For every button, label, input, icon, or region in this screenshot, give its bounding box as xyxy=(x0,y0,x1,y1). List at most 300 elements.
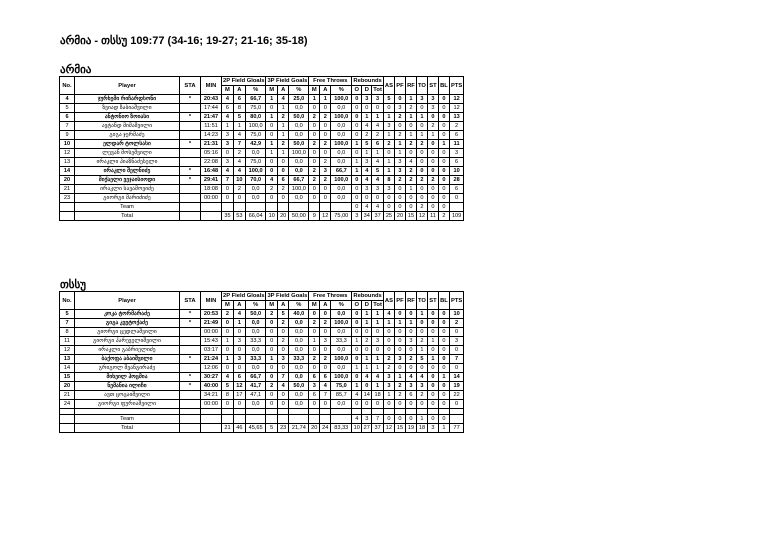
cell-m3 xyxy=(266,203,277,212)
cell-player: გიგა ჯერმაძე xyxy=(75,131,180,140)
header-min: MIN xyxy=(201,77,222,95)
cell-mf: 1 xyxy=(309,95,320,104)
header-no: No. xyxy=(60,77,75,95)
cell-tot: 6 xyxy=(372,140,384,149)
cell-p3: 0,0 xyxy=(289,319,309,328)
cell-as: 25 xyxy=(383,212,394,221)
cell-pf: 3 xyxy=(394,167,405,176)
header-sta: STA xyxy=(180,292,201,310)
subheader-m: M xyxy=(266,86,277,95)
cell-m3: 10 xyxy=(266,212,277,221)
cell-pf: 15 xyxy=(394,424,405,433)
cell-no: 6 xyxy=(60,113,75,122)
cell-m3: 0 xyxy=(266,337,277,346)
cell-d: 3 xyxy=(362,415,372,424)
cell-m2: 2 xyxy=(222,310,234,319)
cell-to: 0 xyxy=(416,122,427,131)
cell-min: 14:23 xyxy=(201,131,222,140)
cell-d: 4 xyxy=(362,122,372,131)
cell-as: 1 xyxy=(383,113,394,122)
cell-o: 0 xyxy=(352,131,362,140)
cell-p3: 0,0 xyxy=(289,131,309,140)
cell-sta: * xyxy=(180,319,201,328)
cell-to: 5 xyxy=(416,355,427,364)
cell-a3: 0 xyxy=(277,167,288,176)
cell-rf: 19 xyxy=(405,424,416,433)
subheader-pct: % xyxy=(331,301,352,310)
cell-pts: 7 xyxy=(449,355,463,364)
cell-pts: 0 xyxy=(449,364,463,373)
cell-a2: 12 xyxy=(233,382,245,391)
cell-as: 1 xyxy=(383,167,394,176)
cell-sta xyxy=(180,415,201,424)
cell-mf: 0 xyxy=(309,185,320,194)
subheader-m: M xyxy=(266,301,277,310)
cell-af: 3 xyxy=(320,167,331,176)
cell-as: 0 xyxy=(383,415,394,424)
cell-p3: 0,0 xyxy=(289,400,309,409)
cell-as: 0 xyxy=(383,149,394,158)
cell-pf_pct: 66,7 xyxy=(331,167,352,176)
player-row xyxy=(60,104,464,113)
header-as: AS xyxy=(383,77,394,95)
cell-a3: 4 xyxy=(277,95,288,104)
cell-no: 5 xyxy=(60,104,75,113)
cell-st: 0 xyxy=(427,185,438,194)
cell-bl: 0 xyxy=(438,319,449,328)
cell-o: 3 xyxy=(352,212,362,221)
subheader-a: A xyxy=(277,86,288,95)
cell-sta xyxy=(180,337,201,346)
cell-af xyxy=(320,415,331,424)
header-as: AS xyxy=(383,292,394,310)
cell-p2: 100,0 xyxy=(245,167,266,176)
cell-a2: 4 xyxy=(233,131,245,140)
cell-st: 0 xyxy=(427,310,438,319)
cell-as: 1 xyxy=(383,158,394,167)
cell-no: 11 xyxy=(60,337,75,346)
cell-no: 24 xyxy=(60,400,75,409)
cell-bl: 0 xyxy=(438,113,449,122)
header-row-1 xyxy=(60,77,464,86)
cell-st: 0 xyxy=(427,140,438,149)
cell-tot: 3 xyxy=(372,185,384,194)
cell-min: 16:48 xyxy=(201,167,222,176)
cell-tot: 0 xyxy=(372,104,384,113)
cell-to: 2 xyxy=(416,337,427,346)
cell-as: 1 xyxy=(383,131,394,140)
cell-o: 0 xyxy=(352,194,362,203)
cell-pf: 1 xyxy=(394,319,405,328)
team-row xyxy=(60,415,464,424)
cell-m2: 3 xyxy=(222,131,234,140)
cell-af: 0 xyxy=(320,194,331,203)
cell-rf: 1 xyxy=(405,113,416,122)
cell-pf: 2 xyxy=(394,382,405,391)
cell-a3 xyxy=(277,415,288,424)
cell-pf: 3 xyxy=(394,158,405,167)
header-to: TO xyxy=(416,292,427,310)
cell-pf: 20 xyxy=(394,212,405,221)
cell-pf_pct: 100,0 xyxy=(331,176,352,185)
cell-m3: 0 xyxy=(266,319,277,328)
cell-d: 3 xyxy=(362,95,372,104)
cell-af: 0 xyxy=(320,149,331,158)
cell-p3 xyxy=(289,203,309,212)
cell-o: 0 xyxy=(352,176,362,185)
header-fg2: 2P Field Gloals xyxy=(223,78,265,84)
cell-mf: 2 xyxy=(309,113,320,122)
cell-to: 0 xyxy=(416,149,427,158)
cell-rf: 1 xyxy=(405,95,416,104)
cell-min xyxy=(201,212,222,221)
cell-o: 0 xyxy=(352,346,362,355)
cell-af: 0 xyxy=(320,185,331,194)
cell-mf: 2 xyxy=(309,319,320,328)
cell-a2: 5 xyxy=(233,113,245,122)
cell-sta xyxy=(180,346,201,355)
cell-pf_pct: 0,0 xyxy=(331,364,352,373)
cell-to: 1 xyxy=(416,131,427,140)
cell-mf: 1 xyxy=(309,337,320,346)
cell-a3: 0 xyxy=(277,158,288,167)
cell-to: 0 xyxy=(416,104,427,113)
cell-tot: 1 xyxy=(372,382,384,391)
cell-af: 0 xyxy=(320,400,331,409)
cell-p2: 33,3 xyxy=(245,337,266,346)
cell-as: 0 xyxy=(383,337,394,346)
total-row xyxy=(60,212,464,221)
cell-a3: 0 xyxy=(277,400,288,409)
cell-mf: 2 xyxy=(309,355,320,364)
cell-as: 2 xyxy=(383,355,394,364)
cell-a2: 53 xyxy=(233,212,245,221)
cell-to: 0 xyxy=(416,185,427,194)
cell-mf: 0 xyxy=(309,346,320,355)
cell-af: 6 xyxy=(320,373,331,382)
cell-player: ავტანდ მიმაშვილი xyxy=(75,122,180,131)
cell-m3 xyxy=(266,415,277,424)
cell-pts: 6 xyxy=(449,131,463,140)
header-fg2: 2P Field Gloals xyxy=(223,293,265,299)
cell-d: 0 xyxy=(362,400,372,409)
cell-m2: 35 xyxy=(222,212,234,221)
team-row xyxy=(60,203,464,212)
cell-as: 5 xyxy=(383,95,394,104)
cell-a3: 0 xyxy=(277,346,288,355)
team-name-away: თსსუ xyxy=(60,279,87,291)
cell-a2: 7 xyxy=(233,140,245,149)
cell-rf: 0 xyxy=(405,310,416,319)
cell-a3: 0 xyxy=(277,364,288,373)
cell-pf: 0 xyxy=(394,194,405,203)
cell-tot: 4 xyxy=(372,373,384,382)
cell-p3: 66,7 xyxy=(289,176,309,185)
cell-o: 4 xyxy=(352,391,362,400)
cell-o: 1 xyxy=(352,382,362,391)
cell-o: 0 xyxy=(352,113,362,122)
cell-pf: 0 xyxy=(394,203,405,212)
cell-pts: 19 xyxy=(449,382,463,391)
cell-p2: 45,65 xyxy=(245,424,266,433)
player-row xyxy=(60,149,464,158)
cell-to: 1 xyxy=(416,415,427,424)
cell-pts: 10 xyxy=(449,167,463,176)
cell-a3: 2 xyxy=(277,337,288,346)
cell-d: 0 xyxy=(362,194,372,203)
cell-tot: 4 xyxy=(372,158,384,167)
player-row xyxy=(60,194,464,203)
cell-bl: 1 xyxy=(438,140,449,149)
cell-as: 0 xyxy=(383,346,394,355)
cell-af: 1 xyxy=(320,95,331,104)
cell-a2: 1 xyxy=(233,319,245,328)
cell-m2: 4 xyxy=(222,373,234,382)
cell-a2: 0 xyxy=(233,194,245,203)
cell-af: 2 xyxy=(320,140,331,149)
cell-af: 0 xyxy=(320,122,331,131)
cell-min: 21:24 xyxy=(201,355,222,364)
header-bl: BL xyxy=(438,77,449,95)
cell-m3: 5 xyxy=(266,424,277,433)
cell-pts: 12 xyxy=(449,95,463,104)
cell-no xyxy=(60,415,75,424)
cell-m2: 4 xyxy=(222,95,234,104)
header-reb: Rebounds xyxy=(353,78,382,84)
cell-tot: 3 xyxy=(372,95,384,104)
cell-to: 0 xyxy=(416,194,427,203)
subheader-pct: % xyxy=(245,86,266,95)
cell-pf: 1 xyxy=(394,140,405,149)
cell-mf: 2 xyxy=(309,140,320,149)
cell-o: 0 xyxy=(352,95,362,104)
cell-p2: 41,7 xyxy=(245,382,266,391)
cell-pts: 2 xyxy=(449,319,463,328)
cell-to: 1 xyxy=(416,310,427,319)
cell-min: 20:53 xyxy=(201,310,222,319)
cell-sta xyxy=(180,203,201,212)
cell-bl: 0 xyxy=(438,104,449,113)
cell-mf xyxy=(309,203,320,212)
cell-min xyxy=(201,415,222,424)
cell-pf_pct: 100,0 xyxy=(331,355,352,364)
cell-min: 20:43 xyxy=(201,95,222,104)
cell-a3 xyxy=(277,203,288,212)
cell-tot: 0 xyxy=(372,194,384,203)
header-ft: Free Throws xyxy=(309,292,352,301)
cell-d: 0 xyxy=(362,104,372,113)
cell-mf: 0 xyxy=(309,149,320,158)
cell-mf: 0 xyxy=(309,104,320,113)
cell-pf_pct: 83,33 xyxy=(331,424,352,433)
cell-af: 12 xyxy=(320,212,331,221)
cell-m2: 0 xyxy=(222,194,234,203)
cell-a2: 4 xyxy=(233,158,245,167)
cell-bl: 0 xyxy=(438,364,449,373)
cell-a2: 3 xyxy=(233,337,245,346)
cell-tot: 37 xyxy=(372,424,384,433)
player-row xyxy=(60,337,464,346)
cell-pts: 77 xyxy=(449,424,463,433)
cell-a3: 1 xyxy=(277,122,288,131)
cell-p3: 0,0 xyxy=(289,122,309,131)
cell-p3: 0,0 xyxy=(289,194,309,203)
cell-pf_pct: 75,00 xyxy=(331,212,352,221)
cell-pf_pct: 0,0 xyxy=(331,185,352,194)
cell-m2: 0 xyxy=(222,149,234,158)
cell-mf: 0 xyxy=(309,194,320,203)
cell-a2 xyxy=(233,415,245,424)
cell-pts: 2 xyxy=(449,122,463,131)
cell-pf_pct xyxy=(331,203,352,212)
cell-a3: 6 xyxy=(277,176,288,185)
cell-p2: 47,1 xyxy=(245,391,266,400)
cell-bl: 1 xyxy=(438,373,449,382)
cell-d: 4 xyxy=(362,203,372,212)
cell-pf_pct xyxy=(331,415,352,424)
cell-pts: 109 xyxy=(449,212,463,221)
header-rf: RF xyxy=(405,292,416,310)
header-sta: STA xyxy=(180,77,201,95)
cell-rf: 1 xyxy=(405,185,416,194)
cell-tot: 1 xyxy=(372,149,384,158)
cell-a3: 5 xyxy=(277,310,288,319)
cell-m2: 5 xyxy=(222,382,234,391)
cell-a2: 0 xyxy=(233,364,245,373)
cell-to: 2 xyxy=(416,391,427,400)
cell-no: 5 xyxy=(60,310,75,319)
cell-d: 4 xyxy=(362,373,372,382)
cell-min: 34:21 xyxy=(201,391,222,400)
cell-pf: 2 xyxy=(394,131,405,140)
cell-no: 21 xyxy=(60,185,75,194)
cell-pf: 1 xyxy=(394,373,405,382)
cell-o: 0 xyxy=(352,185,362,194)
cell-mf: 0 xyxy=(309,400,320,409)
cell-m2: 4 xyxy=(222,113,234,122)
cell-m2: 3 xyxy=(222,140,234,149)
cell-to: 18 xyxy=(416,424,427,433)
cell-pts: 0 xyxy=(449,194,463,203)
cell-to: 2 xyxy=(416,176,427,185)
cell-m3: 0 xyxy=(266,364,277,373)
cell-min: 00:00 xyxy=(201,400,222,409)
cell-as: 0 xyxy=(383,400,394,409)
cell-bl: 0 xyxy=(438,95,449,104)
subheader-a: A xyxy=(277,301,288,310)
cell-af: 4 xyxy=(320,382,331,391)
cell-a3: 2 xyxy=(277,113,288,122)
cell-o: 4 xyxy=(352,415,362,424)
cell-as: 2 xyxy=(383,364,394,373)
cell-pts: 22 xyxy=(449,391,463,400)
cell-m3: 0 xyxy=(266,158,277,167)
cell-sta xyxy=(180,400,201,409)
cell-mf: 3 xyxy=(309,382,320,391)
cell-o: 0 xyxy=(352,122,362,131)
subheader-o: O xyxy=(352,301,362,310)
cell-pf_pct: 0,0 xyxy=(331,310,352,319)
cell-pts: 10 xyxy=(449,310,463,319)
cell-rf: 15 xyxy=(405,212,416,221)
cell-d: 1 xyxy=(362,113,372,122)
cell-bl: 0 xyxy=(438,122,449,131)
cell-tot: 2 xyxy=(372,131,384,140)
cell-pts: 13 xyxy=(449,113,463,122)
cell-a2: 6 xyxy=(233,373,245,382)
cell-d: 1 xyxy=(362,364,372,373)
subheader-m: M xyxy=(309,86,320,95)
cell-sta: * xyxy=(180,310,201,319)
cell-m2: 0 xyxy=(222,364,234,373)
cell-m3: 0 xyxy=(266,346,277,355)
cell-m2: 8 xyxy=(222,391,234,400)
cell-p3: 0,0 xyxy=(289,346,309,355)
cell-player: ირაკლი შელნიძე xyxy=(75,167,180,176)
cell-min: 29:41 xyxy=(201,176,222,185)
player-row xyxy=(60,319,464,328)
cell-as: 12 xyxy=(383,424,394,433)
cell-d: 0 xyxy=(362,328,372,337)
cell-sta xyxy=(180,104,201,113)
cell-m3: 0 xyxy=(266,194,277,203)
cell-pts: 14 xyxy=(449,373,463,382)
cell-a3: 4 xyxy=(277,382,288,391)
cell-mf: 20 xyxy=(309,424,320,433)
header-pf: PF xyxy=(394,292,405,310)
cell-af: 0 xyxy=(320,328,331,337)
cell-pf: 0 xyxy=(394,328,405,337)
cell-p2: 0,0 xyxy=(245,364,266,373)
cell-as: 3 xyxy=(383,185,394,194)
cell-a3: 1 xyxy=(277,149,288,158)
cell-rf: 0 xyxy=(405,364,416,373)
cell-tot: 0 xyxy=(372,346,384,355)
cell-p2: 75,0 xyxy=(245,158,266,167)
cell-sta xyxy=(180,328,201,337)
cell-d: 27 xyxy=(363,425,370,431)
subheader-a: A xyxy=(233,86,245,95)
cell-st: 0 xyxy=(427,382,438,391)
player-row xyxy=(60,176,464,185)
cell-p3: 0,0 xyxy=(289,328,309,337)
cell-mf: 0 xyxy=(309,131,320,140)
cell-no: 9 xyxy=(60,131,75,140)
cell-as: 0 xyxy=(383,328,394,337)
cell-o: 1 xyxy=(352,337,362,346)
cell-pts: 0 xyxy=(449,400,463,409)
cell-af: 2 xyxy=(320,176,331,185)
cell-d: 1 xyxy=(362,149,372,158)
cell-d: 5 xyxy=(362,140,372,149)
cell-p3: 0,0 xyxy=(289,373,309,382)
team-name-home: არმია xyxy=(60,64,92,76)
cell-pts: 11 xyxy=(449,140,463,149)
cell-pts: 0 xyxy=(449,328,463,337)
cell-m3: 0 xyxy=(266,131,277,140)
player-row xyxy=(60,167,464,176)
cell-d: 1 xyxy=(362,319,372,328)
cell-st: 2 xyxy=(427,122,438,131)
cell-pf: 2 xyxy=(394,113,405,122)
cell-rf: 0 xyxy=(405,122,416,131)
cell-o: 0 xyxy=(352,400,362,409)
subheader-o: O xyxy=(352,86,362,95)
cell-bl: 0 xyxy=(438,167,449,176)
cell-m2 xyxy=(222,415,234,424)
cell-mf: 0 xyxy=(309,310,320,319)
cell-bl: 0 xyxy=(438,176,449,185)
